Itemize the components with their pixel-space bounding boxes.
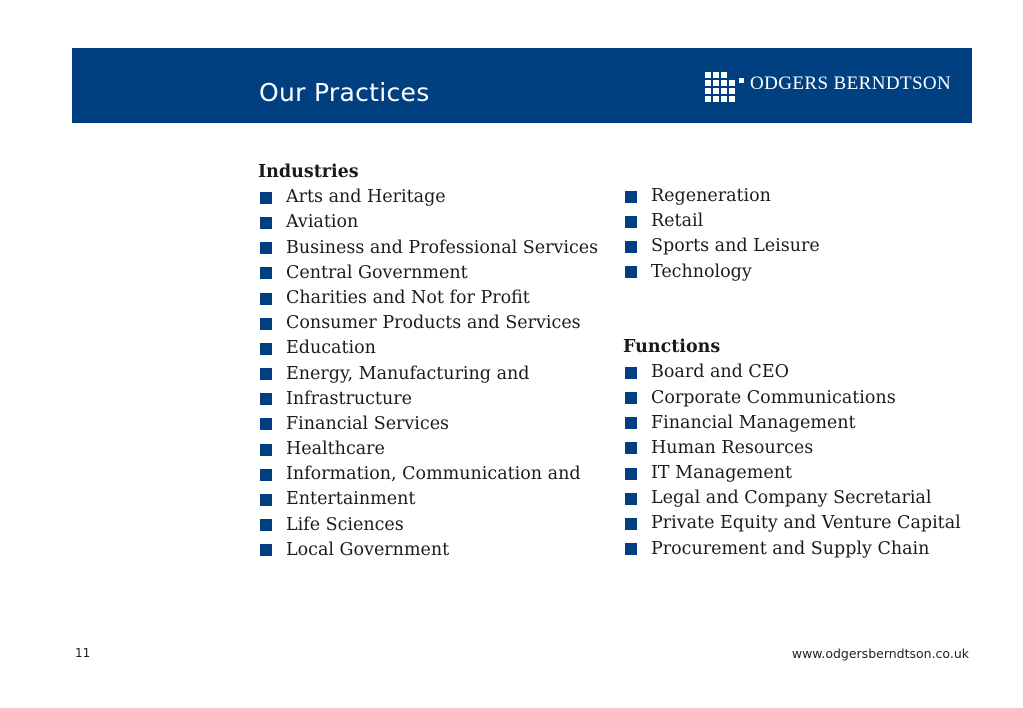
list-item-label: Technology bbox=[651, 261, 752, 282]
list-item bbox=[258, 462, 598, 487]
list-item-label: Arts and Heritage bbox=[286, 187, 446, 208]
logo-text: ODGERS BERNDTSON bbox=[750, 73, 952, 94]
list-item bbox=[623, 436, 961, 461]
square-bullet-icon bbox=[625, 367, 637, 379]
list-item-label: IT Management bbox=[651, 463, 793, 484]
square-bullet-icon bbox=[625, 493, 637, 505]
square-bullet-icon bbox=[260, 343, 272, 355]
list-item bbox=[258, 286, 598, 311]
list-item-label: Procurement and Supply Chain bbox=[651, 538, 930, 559]
functions-list bbox=[623, 360, 961, 562]
square-bullet-icon bbox=[625, 241, 637, 253]
list-item-label: Life Sciences bbox=[286, 514, 404, 535]
list-item bbox=[258, 236, 598, 261]
website-url: www.odgersberndtson.co.uk bbox=[791, 646, 969, 661]
list-item bbox=[258, 513, 598, 538]
square-bullet-icon bbox=[260, 368, 272, 380]
list-item-label: Entertainment bbox=[286, 489, 416, 510]
list-item bbox=[258, 185, 598, 210]
list-item-label: Infrastructure bbox=[286, 388, 412, 409]
logo-grid-icon bbox=[705, 72, 735, 102]
square-bullet-icon bbox=[625, 468, 637, 480]
list-item-label: Board and CEO bbox=[651, 362, 789, 383]
list-item bbox=[258, 538, 598, 563]
list-item-label: Consumer Products and Services bbox=[286, 313, 581, 334]
square-bullet-icon bbox=[260, 519, 272, 531]
list-item-label: Energy, Manufacturing and bbox=[286, 363, 530, 384]
list-item-label: Aviation bbox=[286, 212, 359, 233]
list-item-label: Central Government bbox=[286, 262, 468, 283]
square-bullet-icon bbox=[625, 518, 637, 530]
industries-list-continued bbox=[623, 184, 961, 285]
industries-column-left bbox=[258, 160, 598, 563]
list-item-label: Healthcare bbox=[286, 439, 385, 460]
square-bullet-icon bbox=[625, 191, 637, 203]
page-title: Our Practices bbox=[259, 78, 430, 107]
industries-heading: Industries bbox=[258, 162, 359, 182]
list-item-label: Education bbox=[286, 338, 376, 359]
list-item bbox=[623, 511, 961, 536]
list-item bbox=[623, 461, 961, 486]
list-item bbox=[623, 184, 961, 209]
square-bullet-icon bbox=[625, 442, 637, 454]
square-bullet-icon bbox=[260, 494, 272, 506]
list-item bbox=[258, 311, 598, 336]
industries-list bbox=[258, 185, 598, 563]
section-spacer bbox=[623, 285, 961, 335]
list-item-label: Private Equity and Venture Capital bbox=[651, 513, 961, 534]
square-bullet-icon bbox=[260, 267, 272, 279]
list-item-label: Regeneration bbox=[651, 186, 771, 206]
list-item bbox=[623, 386, 961, 411]
square-bullet-icon bbox=[260, 242, 272, 254]
list-item-label: Sports and Leisure bbox=[651, 236, 820, 257]
list-item-label: Human Resources bbox=[651, 437, 814, 458]
square-bullet-icon bbox=[260, 192, 272, 204]
functions-heading: Functions bbox=[623, 337, 721, 358]
list-item bbox=[258, 362, 598, 387]
list-item bbox=[258, 336, 598, 361]
square-bullet-icon bbox=[260, 217, 272, 229]
list-item bbox=[623, 234, 961, 259]
list-item bbox=[258, 261, 598, 286]
list-item bbox=[623, 486, 961, 511]
list-item-label: Local Government bbox=[286, 539, 450, 560]
company-logo bbox=[705, 70, 951, 104]
list-item-label: Information, Communication and bbox=[286, 464, 581, 485]
list-item-label: Corporate Communications bbox=[651, 387, 896, 408]
square-bullet-icon bbox=[625, 216, 637, 228]
square-bullet-icon bbox=[625, 417, 637, 429]
list-item-label: Legal and Company Secretarial bbox=[651, 488, 932, 509]
list-item bbox=[258, 210, 598, 235]
square-bullet-icon bbox=[260, 318, 272, 330]
list-item bbox=[258, 487, 598, 512]
list-item-label: Financial Services bbox=[286, 413, 450, 434]
square-bullet-icon bbox=[260, 544, 272, 556]
list-item bbox=[258, 437, 598, 462]
square-bullet-icon bbox=[260, 293, 272, 305]
square-bullet-icon bbox=[625, 543, 637, 555]
list-item bbox=[258, 412, 598, 437]
square-bullet-icon bbox=[260, 444, 272, 456]
list-item-label: Business and Professional Services bbox=[286, 237, 599, 258]
square-bullet-icon bbox=[625, 392, 637, 404]
logo-dot-icon bbox=[739, 78, 744, 83]
square-bullet-icon bbox=[625, 266, 637, 278]
list-item bbox=[623, 360, 961, 385]
page-number: 11 bbox=[75, 646, 91, 660]
list-item bbox=[623, 411, 961, 436]
list-item-label: Financial Management bbox=[651, 412, 856, 433]
square-bullet-icon bbox=[260, 418, 272, 430]
list-item bbox=[623, 209, 961, 234]
square-bullet-icon bbox=[260, 469, 272, 481]
list-item-label: Retail bbox=[651, 211, 704, 232]
square-bullet-icon bbox=[260, 393, 272, 405]
list-item-label: Charities and Not for Profit bbox=[286, 287, 530, 308]
industries-column-right bbox=[623, 184, 961, 562]
list-item bbox=[623, 537, 961, 562]
list-item bbox=[258, 387, 598, 412]
header-banner bbox=[72, 48, 972, 123]
list-item bbox=[623, 260, 961, 285]
